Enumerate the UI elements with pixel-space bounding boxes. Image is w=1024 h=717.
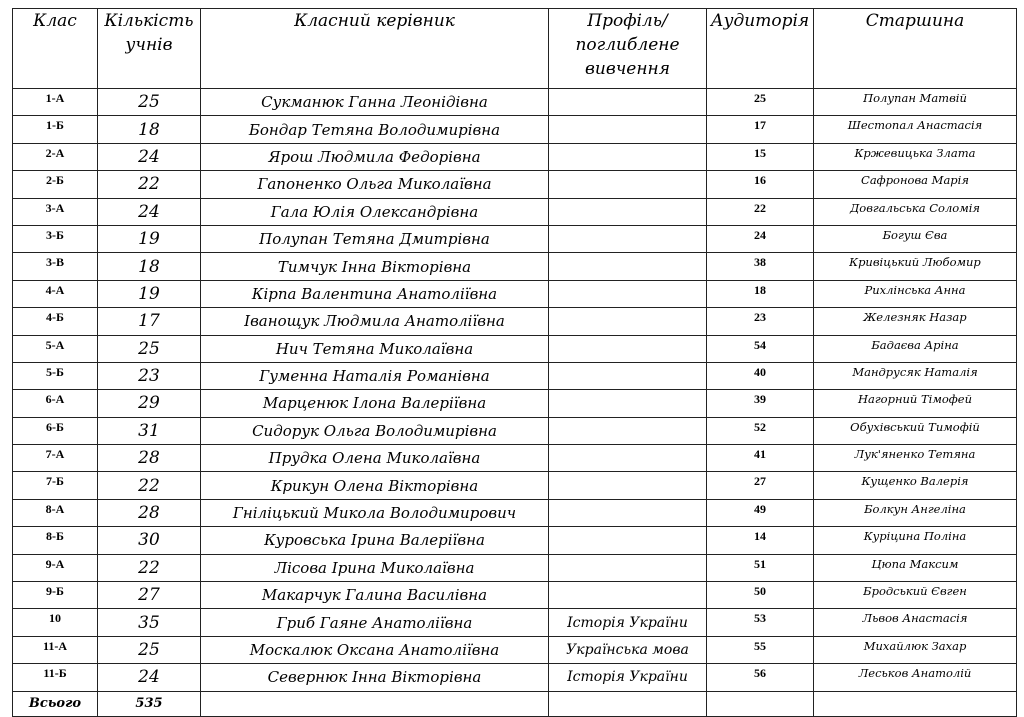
monitor-cell: Рихлінська Анна	[814, 280, 1017, 307]
table-row	[13, 609, 1017, 636]
monitor-cell: Сафронова Марія	[814, 171, 1017, 198]
count-cell: 22	[98, 472, 201, 499]
room-cell: 18	[707, 280, 814, 307]
teacher-cell: Кірпа Валентина Анатоліївна	[201, 280, 549, 307]
profile-cell	[549, 499, 707, 526]
profile-cell	[549, 472, 707, 499]
table-row	[13, 308, 1017, 335]
table-row	[13, 390, 1017, 417]
count-cell: 18	[98, 116, 201, 143]
count-cell: 18	[98, 253, 201, 280]
class-cell: 9-А	[13, 554, 98, 581]
monitor-cell: Железняк Назар	[814, 308, 1017, 335]
total-label: Всього	[13, 691, 98, 716]
class-cell: 2-А	[13, 143, 98, 170]
class-cell: 7-Б	[13, 472, 98, 499]
teacher-cell: Гапоненко Ольга Миколаївна	[201, 171, 549, 198]
teacher-cell: Лісова Ірина Миколаївна	[201, 554, 549, 581]
count-cell: 19	[98, 225, 201, 252]
profile-cell	[549, 527, 707, 554]
header-count: Кількість учнів	[98, 9, 201, 89]
teacher-cell: Крикун Олена Вікторівна	[201, 472, 549, 499]
table-row	[13, 335, 1017, 362]
class-cell: 4-Б	[13, 308, 98, 335]
class-cell: 6-А	[13, 390, 98, 417]
table-row	[13, 280, 1017, 307]
count-cell: 17	[98, 308, 201, 335]
room-cell: 16	[707, 171, 814, 198]
monitor-cell: Львов Анастасія	[814, 609, 1017, 636]
empty-cell	[549, 691, 707, 716]
empty-cell	[707, 691, 814, 716]
monitor-cell: Бадаєва Аріна	[814, 335, 1017, 362]
header-class: Клас	[13, 9, 98, 89]
count-cell: 24	[98, 664, 201, 691]
empty-cell	[201, 691, 549, 716]
table-row	[13, 499, 1017, 526]
room-cell: 51	[707, 554, 814, 581]
room-cell: 39	[707, 390, 814, 417]
total-count: 535	[98, 691, 201, 716]
class-cell: 8-А	[13, 499, 98, 526]
count-cell: 25	[98, 335, 201, 362]
count-cell: 31	[98, 417, 201, 444]
profile-cell	[549, 171, 707, 198]
class-cell: 3-В	[13, 253, 98, 280]
header-profile: Профіль/ поглиблене вивчення	[549, 9, 707, 89]
room-cell: 53	[707, 609, 814, 636]
count-cell: 29	[98, 390, 201, 417]
count-cell: 25	[98, 636, 201, 663]
monitor-cell: Цюпа Максим	[814, 554, 1017, 581]
profile-cell: Українська мова	[549, 636, 707, 663]
class-cell: 9-Б	[13, 582, 98, 609]
count-cell: 25	[98, 89, 201, 116]
room-cell: 56	[707, 664, 814, 691]
room-cell: 41	[707, 445, 814, 472]
teacher-cell: Гала Юлія Олександрівна	[201, 198, 549, 225]
monitor-cell: Леськов Анатолій	[814, 664, 1017, 691]
header-teacher: Класний керівник	[201, 9, 549, 89]
monitor-cell: Обухівський Тимофій	[814, 417, 1017, 444]
profile-cell	[549, 582, 707, 609]
class-cell: 4-А	[13, 280, 98, 307]
table-row	[13, 225, 1017, 252]
class-cell: 7-А	[13, 445, 98, 472]
room-cell: 15	[707, 143, 814, 170]
table-row	[13, 554, 1017, 581]
class-cell: 5-Б	[13, 362, 98, 389]
profile-cell	[549, 89, 707, 116]
profile-cell	[549, 445, 707, 472]
table-row	[13, 636, 1017, 663]
room-cell: 27	[707, 472, 814, 499]
room-cell: 49	[707, 499, 814, 526]
class-cell: 8-Б	[13, 527, 98, 554]
table-row	[13, 253, 1017, 280]
teacher-cell: Прудка Олена Миколаївна	[201, 445, 549, 472]
table-row	[13, 116, 1017, 143]
class-cell: 10	[13, 609, 98, 636]
table-row	[13, 527, 1017, 554]
room-cell: 52	[707, 417, 814, 444]
count-cell: 19	[98, 280, 201, 307]
header-room: Аудиторія	[707, 9, 814, 89]
teacher-cell: Сукманюк Ганна Леонідівна	[201, 89, 549, 116]
room-cell: 24	[707, 225, 814, 252]
monitor-cell: Куріцина Поліна	[814, 527, 1017, 554]
profile-cell	[549, 280, 707, 307]
header-monitor: Старшина	[814, 9, 1017, 89]
monitor-cell: Богуш Єва	[814, 225, 1017, 252]
profile-cell	[549, 116, 707, 143]
count-cell: 28	[98, 499, 201, 526]
count-cell: 22	[98, 554, 201, 581]
room-cell: 22	[707, 198, 814, 225]
teacher-cell: Тимчук Інна Вікторівна	[201, 253, 549, 280]
room-cell: 54	[707, 335, 814, 362]
class-cell: 6-Б	[13, 417, 98, 444]
profile-cell	[549, 362, 707, 389]
teacher-cell: Ярош Людмила Федорівна	[201, 143, 549, 170]
teacher-cell: Куровська Ірина Валеріївна	[201, 527, 549, 554]
profile-cell	[549, 225, 707, 252]
teacher-cell: Севернюк Інна Вікторівна	[201, 664, 549, 691]
table-row	[13, 417, 1017, 444]
table-row	[13, 362, 1017, 389]
table-row	[13, 582, 1017, 609]
monitor-cell: Довгальська Соломія	[814, 198, 1017, 225]
profile-cell	[549, 253, 707, 280]
profile-cell: Історія України	[549, 664, 707, 691]
monitor-cell: Лук'яненко Тетяна	[814, 445, 1017, 472]
table-row	[13, 143, 1017, 170]
profile-cell	[549, 335, 707, 362]
count-cell: 23	[98, 362, 201, 389]
class-cell: 5-А	[13, 335, 98, 362]
monitor-cell: Бродський Євген	[814, 582, 1017, 609]
monitor-cell: Нагорний Тімофей	[814, 390, 1017, 417]
count-cell: 27	[98, 582, 201, 609]
room-cell: 38	[707, 253, 814, 280]
teacher-cell: Нич Тетяна Миколаївна	[201, 335, 549, 362]
teacher-cell: Полупан Тетяна Дмитрівна	[201, 225, 549, 252]
class-cell: 1-Б	[13, 116, 98, 143]
monitor-cell: Мандрусяк Наталія	[814, 362, 1017, 389]
teacher-cell: Гриб Гаяне Анатоліївна	[201, 609, 549, 636]
class-cell: 3-Б	[13, 225, 98, 252]
room-cell: 14	[707, 527, 814, 554]
class-cell: 2-Б	[13, 171, 98, 198]
table-row	[13, 89, 1017, 116]
count-cell: 30	[98, 527, 201, 554]
monitor-cell: Кривіцький Любомир	[814, 253, 1017, 280]
profile-cell	[549, 417, 707, 444]
teacher-cell: Гуменна Наталія Романівна	[201, 362, 549, 389]
teacher-cell: Бондар Тетяна Володимирівна	[201, 116, 549, 143]
teacher-cell: Іванощук Людмила Анатоліївна	[201, 308, 549, 335]
monitor-cell: Шестопал Анастасія	[814, 116, 1017, 143]
room-cell: 55	[707, 636, 814, 663]
table-row	[13, 472, 1017, 499]
profile-cell	[549, 143, 707, 170]
header-row	[13, 9, 1017, 89]
room-cell: 17	[707, 116, 814, 143]
profile-cell	[549, 308, 707, 335]
teacher-cell: Москалюк Оксана Анатоліївна	[201, 636, 549, 663]
monitor-cell: Михайлюк Захар	[814, 636, 1017, 663]
count-cell: 28	[98, 445, 201, 472]
teacher-cell: Марценюк Ілона Валеріївна	[201, 390, 549, 417]
count-cell: 24	[98, 198, 201, 225]
teacher-cell: Гніліцький Микола Володимирович	[201, 499, 549, 526]
monitor-cell: Болкун Ангеліна	[814, 499, 1017, 526]
monitor-cell: Кущенко Валерія	[814, 472, 1017, 499]
total-row	[13, 691, 1017, 716]
table-row	[13, 664, 1017, 691]
room-cell: 25	[707, 89, 814, 116]
table-row	[13, 445, 1017, 472]
class-cell: 1-А	[13, 89, 98, 116]
profile-cell	[549, 554, 707, 581]
room-cell: 50	[707, 582, 814, 609]
profile-cell: Історія України	[549, 609, 707, 636]
count-cell: 35	[98, 609, 201, 636]
count-cell: 24	[98, 143, 201, 170]
table-row	[13, 198, 1017, 225]
class-cell: 11-Б	[13, 664, 98, 691]
class-cell: 11-А	[13, 636, 98, 663]
monitor-cell: Полупан Матвій	[814, 89, 1017, 116]
table-row	[13, 171, 1017, 198]
room-cell: 40	[707, 362, 814, 389]
teacher-cell: Сидорук Ольга Володимирівна	[201, 417, 549, 444]
empty-cell	[814, 691, 1017, 716]
teacher-cell: Макарчук Галина Василівна	[201, 582, 549, 609]
profile-cell	[549, 390, 707, 417]
profile-cell	[549, 198, 707, 225]
count-cell: 22	[98, 171, 201, 198]
class-cell: 3-А	[13, 198, 98, 225]
room-cell: 23	[707, 308, 814, 335]
class-table	[12, 8, 1017, 717]
monitor-cell: Кржевицька Злата	[814, 143, 1017, 170]
